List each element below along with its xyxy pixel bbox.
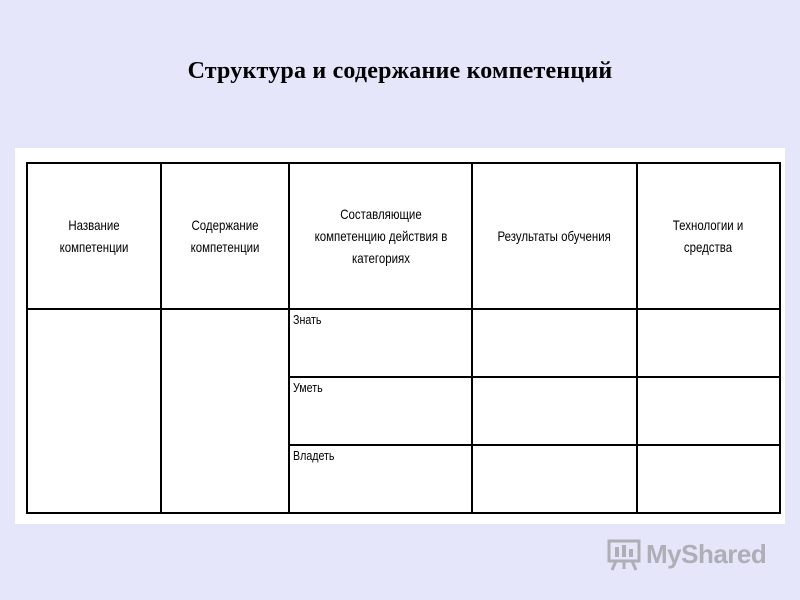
results-can-cell	[472, 377, 637, 445]
table-row	[27, 309, 780, 377]
presentation-board-icon	[606, 537, 642, 571]
technologies-can-cell	[637, 377, 780, 445]
header-competency-name: Название компетенции	[27, 163, 161, 309]
category-know-cell: Знать	[289, 309, 472, 377]
watermark-text: MyShared	[646, 538, 767, 569]
competency-content-cell	[161, 309, 289, 513]
table-panel	[15, 148, 785, 524]
competency-table	[26, 162, 781, 514]
watermark	[606, 537, 766, 571]
results-master-cell	[472, 445, 637, 513]
competency-name-cell	[27, 309, 161, 513]
header-competency-actions: Составляющие компетенцию действия в категориях	[289, 163, 472, 309]
slide-title: Структура и содержание компетенций	[187, 58, 613, 84]
results-know-cell	[472, 309, 637, 377]
header-row	[27, 163, 780, 309]
technologies-know-cell	[637, 309, 780, 377]
category-master-cell: Владеть	[289, 445, 472, 513]
header-competency-content: Содержание компетенции	[161, 163, 289, 309]
category-can-cell: Уметь	[289, 377, 472, 445]
technologies-master-cell	[637, 445, 780, 513]
header-technologies: Технологии и средства	[637, 163, 780, 309]
header-learning-results: Результаты обучения	[472, 163, 637, 309]
